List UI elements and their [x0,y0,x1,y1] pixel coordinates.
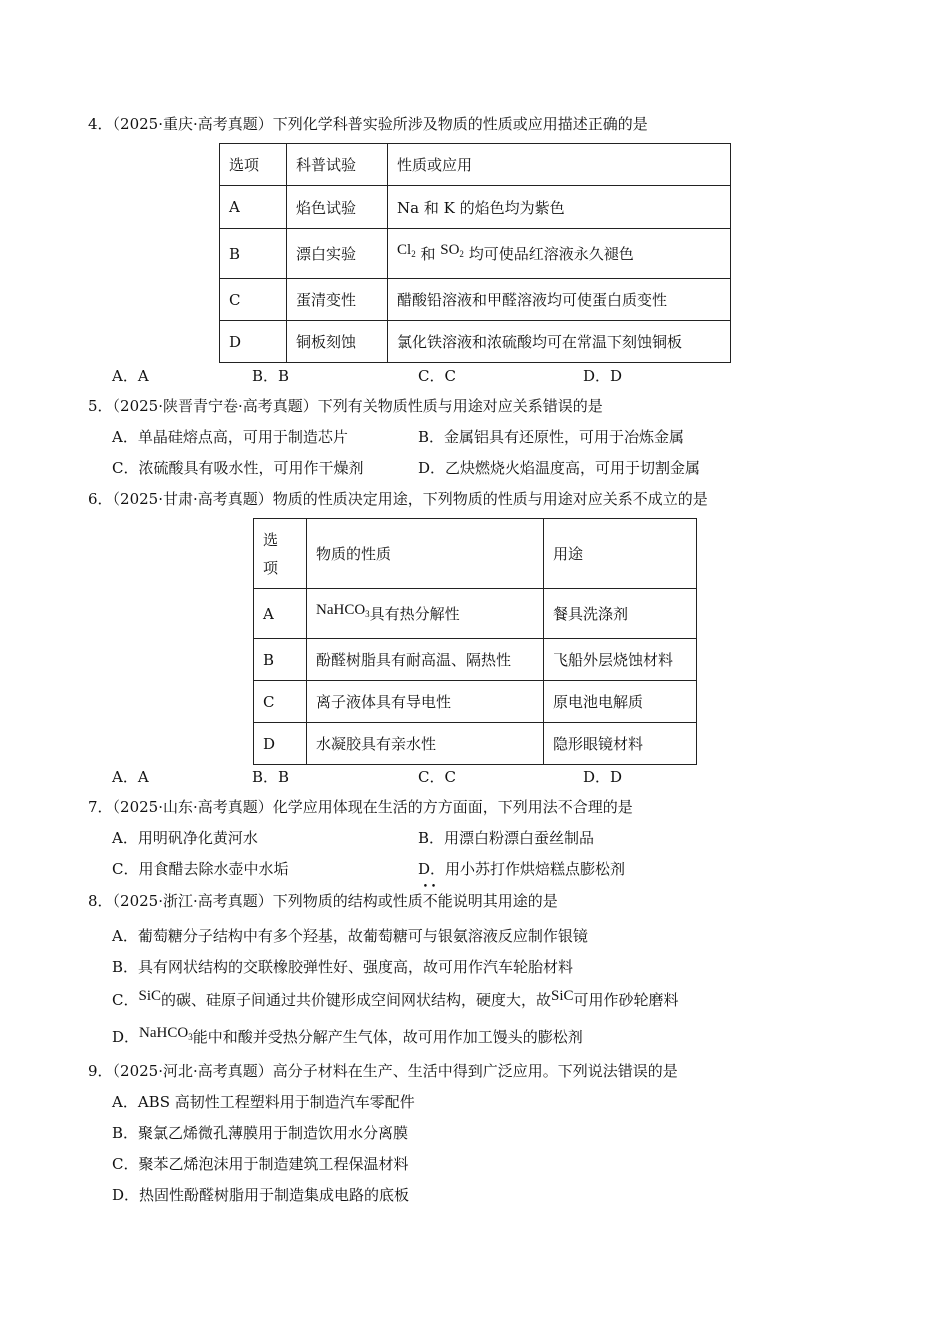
choice-a[interactable]: A．葡萄糖分子结构中有多个羟基，故葡萄糖可与银氨溶液反应制作银镜 [112,927,588,945]
choice-d[interactable]: D．用小苏打作烘焙糕点膨松剂 [418,860,626,878]
choice-d[interactable]: D．D [583,768,623,786]
question-4-table [219,143,731,363]
emphasis-text: 不能 • • [423,891,453,911]
question-text: （2025·浙江·高考真题）下列物质的结构或性质 [112,892,423,910]
chem-formula: NaHCO$_3$ [316,602,370,619]
table-cell: 酚醛树脂具有耐高温、隔热性 [307,639,544,681]
table-cell: C [220,279,287,321]
question-text: （2025·河北·高考真题）高分子材料在生产、生活中得到广泛应用。下列说法错误的是 [112,1062,678,1080]
choice-c[interactable]: C．C [418,768,456,786]
table-cell: D [254,723,307,765]
choice-b[interactable]: B．金属铝具有还原性，可用于冶炼金属 [418,428,685,446]
table-row [220,321,731,363]
table-cell: 蛋清变性 [287,279,388,321]
choice-a[interactable]: A．A [112,768,149,786]
question-8-stem [88,891,558,911]
table-header-cell: 科普试验 [287,144,388,186]
table-header-cell: 物质的性质 [307,519,544,589]
table-header-cell: 性质或应用 [388,144,731,186]
choice-b[interactable]: B．B [252,367,290,385]
choice-c[interactable]: C．C [418,367,456,385]
choice-d[interactable]: D．热固性酚醛树脂用于制造集成电路的底板 [112,1186,410,1204]
choice-d[interactable]: D．NaHCO$_3$能中和酸并受热分解产生气体，故可用作加工馒头的膨松剂 [112,1025,583,1046]
table-cell: NaHCO$_3$具有热分解性 [307,589,544,639]
table-cell: 原电池电解质 [544,681,697,723]
choice-b[interactable]: B．用漂白粉漂白蚕丝制品 [418,829,595,847]
choice-a[interactable]: A．A [112,367,149,385]
table-cell: $Cl_2$ 和 $SO_2$ 均可使品红溶液永久褪色 [388,229,731,279]
chem-formula: SiC [138,988,161,1004]
table-row [254,681,697,723]
choice-d[interactable]: D．乙炔燃烧火焰温度高，可用于切割金属 [418,459,701,477]
question-number: 6． [88,490,113,508]
question-number: 5． [88,397,113,415]
table-cell: 焰色试验 [287,186,388,229]
table-header-row [220,144,731,186]
chem-formula: $SO_2$ [440,242,464,259]
question-6-table [253,518,697,765]
table-cell: 氯化铁溶液和浓硫酸均可在常温下刻蚀铜板 [388,321,731,363]
question-4-stem [88,114,648,134]
table-cell: A [220,186,287,229]
table-row [254,639,697,681]
table-header-cell: 选 项 [254,519,307,589]
question-text: （2025·重庆·高考真题）下列化学科普实验所涉及物质的性质或应用描述正确的是 [112,115,648,133]
table-cell: B [254,639,307,681]
question-5-stem [88,396,603,416]
choice-a[interactable]: A．单晶硅熔点高，可用于制造芯片 [112,428,348,446]
table-row [220,279,731,321]
choice-b[interactable]: B．B [252,768,290,786]
choice-a[interactable]: A．ABS 高韧性工程塑料用于制造汽车零配件 [112,1093,415,1111]
table-header-cell: 用途 [544,519,697,589]
table-cell: C [254,681,307,723]
chem-formula: $Cl_2$ [397,242,416,259]
table-row [254,723,697,765]
table-cell: 铜板刻蚀 [287,321,388,363]
table-cell: 餐具洗涤剂 [544,589,697,639]
choice-d[interactable]: D．D [583,367,623,385]
chem-formula: NaHCO$_3$ [139,1025,193,1042]
table-row [220,229,731,279]
table-cell: A [254,589,307,639]
table-header-row [254,519,697,589]
choice-c[interactable]: C．用食醋去除水壶中水垢 [112,860,289,878]
table-cell: 离子液体具有导电性 [307,681,544,723]
table-cell: 醋酸铅溶液和甲醛溶液均可使蛋白质变性 [388,279,731,321]
question-number: 7． [88,798,113,816]
table-cell: D [220,321,287,363]
table-row [254,589,697,639]
table-cell: 隐形眼镜材料 [544,723,697,765]
question-number: 8． [88,892,113,910]
table-cell: 飞船外层烧蚀材料 [544,639,697,681]
choice-c[interactable]: C．浓硫酸具有吸水性，可用作干燥剂 [112,459,364,477]
question-text: （2025·山东·高考真题）化学应用体现在生活的方方面面，下列用法不合理的是 [112,798,633,816]
table-cell: 水凝胶具有亲水性 [307,723,544,765]
question-6-stem [88,489,708,509]
question-number: 4． [88,115,113,133]
question-number: 9． [88,1062,113,1080]
table-header-cell: 选项 [220,144,287,186]
choice-c[interactable]: C．SiC的碳、硅原子间通过共价键形成空间网状结构，硬度大，故SiC可用作砂轮磨料 [112,988,679,1009]
question-9-stem [88,1061,678,1081]
choice-c[interactable]: C．聚苯乙烯泡沫用于制造建筑工程保温材料 [112,1155,409,1173]
question-text: （2025·甘肃·高考真题）物质的性质决定用途，下列物质的性质与用途对应关系不成立的是 [112,490,708,508]
table-row [220,186,731,229]
question-7-stem [88,797,633,817]
choice-b[interactable]: B．聚氯乙烯微孔薄膜用于制造饮用水分离膜 [112,1124,409,1142]
table-cell: B [220,229,287,279]
choice-b[interactable]: B．具有网状结构的交联橡胶弹性好、强度高，故可用作汽车轮胎材料 [112,958,574,976]
table-cell: 漂白实验 [287,229,388,279]
question-text: 说明其用途的是 [452,892,558,910]
question-text: （2025·陕晋青宁卷·高考真题）下列有关物质性质与用途对应关系错误的是 [112,397,603,415]
choice-a[interactable]: A．用明矾净化黄河水 [112,829,258,847]
chem-formula: SiC [551,988,574,1004]
table-cell: Na 和 K 的焰色均为紫色 [388,186,731,229]
